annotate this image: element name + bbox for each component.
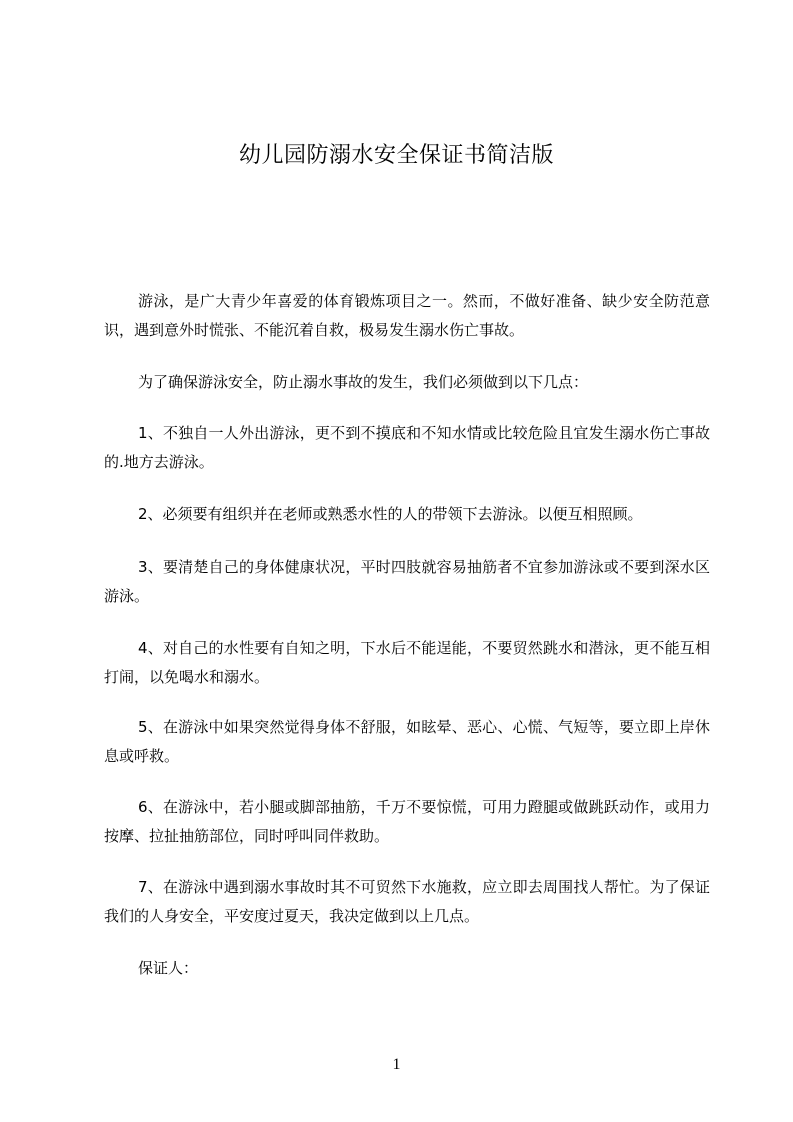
paragraph-rule-4: 4、对自己的水性要有自知之明，下水后不能逞能，不要贸然跳水和潜泳，更不能互相打闹，以免喝水和溺水。 xyxy=(104,639,710,686)
paragraph-rule-1: 1、不独自一人外出游泳，更不到不摸底和不知水情或比较危险且宜发生溺水伤亡事故的.地方去游泳。 xyxy=(104,424,710,471)
paragraph-intro: 游泳，是广大青少年喜爱的体育锻炼项目之一。然而，不做好准备、缺少安全防范意识，遇到意外时慌张、不能沉着自救，极易发生溺水伤亡事故。 xyxy=(104,292,710,339)
paragraph-rule-2: 2、必须要有组织并在老师或熟悉水性的人的带领下去游泳。以便互相照顾。 xyxy=(138,505,643,523)
paragraph-rule-3: 3、要清楚自己的身体健康状况，平时四肢就容易抽筋者不宜参加游泳或不要到深水区游泳。 xyxy=(104,558,710,605)
guarantor-label: 保证人： xyxy=(138,959,199,977)
paragraph-rule-6: 6、在游泳中，若小腿或脚部抽筋，千万不要惊慌，可用力蹬腿或做跳跃动作，或用力按摩、拉扯抽筋部位，同时呼叫同伴救助。 xyxy=(104,798,710,845)
document-title: 幼儿园防溺水安全保证书简洁版 xyxy=(238,143,554,168)
paragraph-rule-5: 5、在游泳中如果突然觉得身体不舒服，如眩晕、恶心、心慌、气短等，要立即上岸休息或呼救。 xyxy=(104,718,710,765)
paragraph-rule-7: 7、在游泳中遇到溺水事故时其不可贸然下水施救，应立即去周围找人帮忙。为了保证我们的人身安全，平安度过夏天，我决定做到以上几点。 xyxy=(104,878,710,925)
paragraph-lead-in: 为了确保游泳安全，防止溺水事故的发生，我们必须做到以下几点： xyxy=(138,373,589,391)
page-number: 1 xyxy=(392,1056,401,1073)
